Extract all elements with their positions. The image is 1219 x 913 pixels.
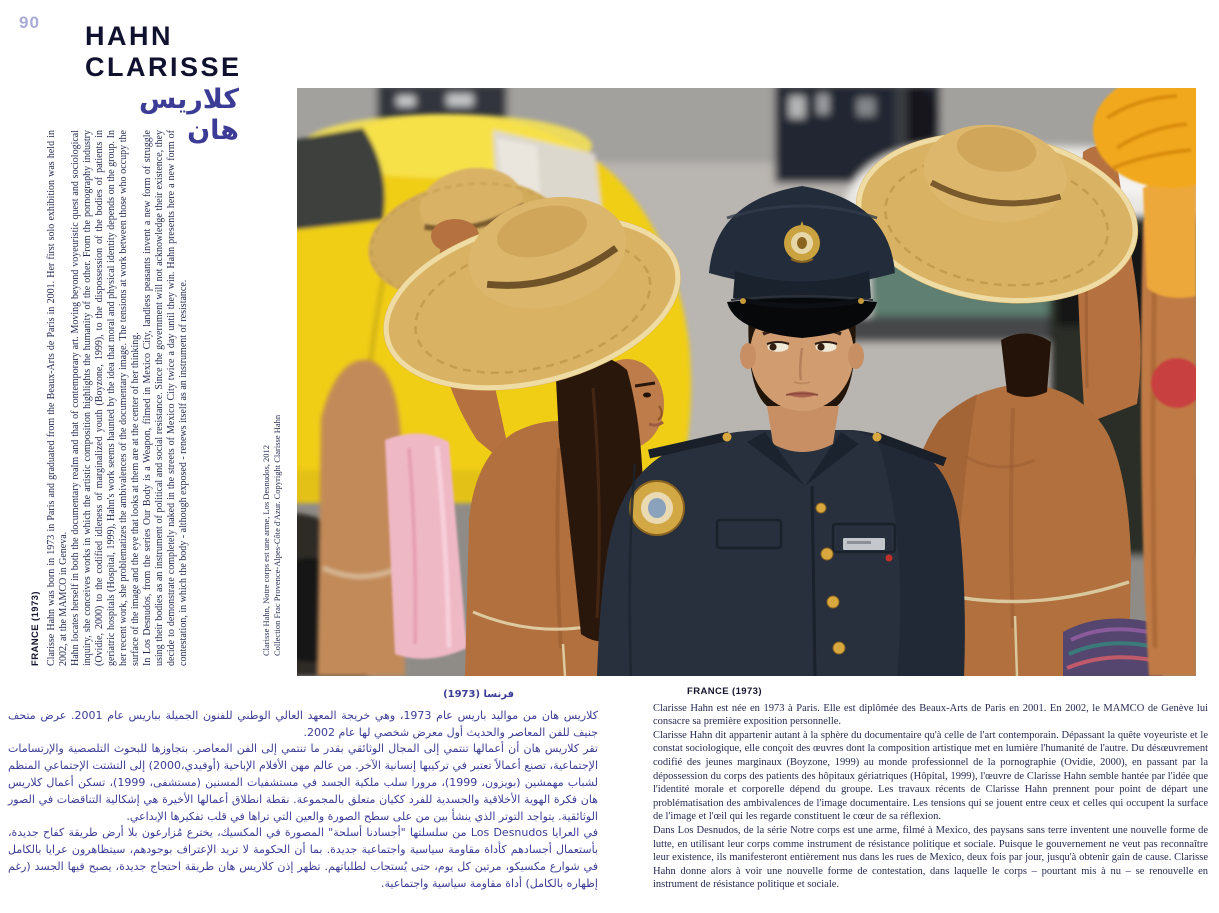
bio-en-paragraph: Clarisse Hahn was born in 1973 in Paris and graduated from the Beaux-Arts de Paris in 2001. Her first solo exhibition was held in 2002, at the MAMCO in Geneva. [46,130,69,666]
photo-caption-line2: Collection Frac Provence-Alpes-Côte d'Azur. Copyright Clarisse Hahn [271,414,282,656]
artwork-photo [297,88,1196,676]
page-number: 90 [19,13,40,32]
bio-fr-paragraph: Clarisse Hahn est née en 1973 à Paris. Elle est diplômée des Beaux-Arts de Paris en 2001. En 2002, le MAMCO de Genève lui consacre sa première exposition personnelle. [653,702,1208,728]
bio-fr-paragraph: Dans Los Desnudos, de la série Notre corps est une arme, filmé à Mexico, des paysans sans terre inventent une nouvelle forme de lutte, en utilisant leur corps comme instrument de résistance politique et sociale. Puisque le gouvernement ne veut pas reconnaître leur existence, ils manifesteront entièrement nus dans les rues de Mexico, deux fois par jour, jusqu'à obtenir gain de cause. Clarisse Hahn donne alors à voir une nouvelle forme de contestation, dans laquelle le corps – pourtant mis à nu – se renouvelle en instrument de résistance politique et sociale. [653,824,1208,891]
sleeve-patch [630,481,684,535]
side-biography-english [30,130,190,666]
artist-name-arabic: كلاريس هان [138,84,239,146]
photo-caption [261,372,282,656]
bio-en-paragraph: In Los Desnudos, from the series Our Body is a Weapon, filmed in Mexico City, landless peasants invent a new form of struggle using their bodies as an instrument of political and social resistance. Since the government will not acknowledge their existence, they decide to demonstrate completely naked in the streets of Mexico City twice a day until they win. Hahn presents here a new form of contestation, in which the body - although exposed - renews itself as an instrument of resistance. [142,130,189,666]
bio-ar-paragraph: تقر كلاريس هان أن أعمالها تنتمي إلى المجال الوثائقي بقدر ما تنتمي إلى الفن المعاصر. بتجاوزها للبحوث التلصصية والإرتسامات الإجتماعية، تصنع أعمالاً تعتبر في تركيبها إنسانية الآخر. من عالم مهن الأفلام الإباحية (أوفيدي،2000) إلى التشتت الإجتماعي المنظم لشباب مهمشين (بويزون، 1999)، مرورا سلب ملكية الجسد في مستشفيات المسنين (مستشفى، 1999)، تسكن أعمال كلاريس هان فكرة الهوية الأخلاقية والجسدية للفرد ككيان متعلق بالمجموعة. نقطة انطلاق أعمالها الأخيرة هي إشكالية التناقضات في الصور الوثائقية. يتواجد التوتر الذي ينشأ بين من على سطح الصورة والعين التي تراها في قلب تفكيرها الإبداعي. [8,742,599,823]
artist-name-title [85,21,242,83]
bio-en-paragraph: Hahn locates herself in both the documentary realm and that of contemporary art. Moving beyond voyeuristic quest and sociological inquiry, she conceives works in which the artistic composition highlights the humanity of the other. From the pornography industry (Ovidie, 2000) to the codified idleness of marginalized youth (Boyzone, 1999), to the dispossession of the bodies of patients in geriatric hospitals (Hospital, 1999), Hahn's work seems haunted by the idea that moral and physical identity depends on the group. In her recent work, she problematizes the ambivalences of the documentary image. The tensions at work between those who occupy the surface of the image and the eye that looks at them are at the center of her thinking. [70,130,141,666]
artist-name-line2: CLARISSE [85,52,242,82]
photo-caption-line1: Clarisse Hahn, Notre corps est une arme, Los Desnudos, 2012 [261,444,271,656]
biography-arabic-section [8,687,598,893]
artist-name-line1: HAHN [85,21,173,51]
bio-ar-paragraph: كلاريس هان من مواليد باريس عام 1973، وهي خريجة المعهد العالي الوطني للفنون الجميلة بباريس عام 2001. عرض متحف جنيف للفن المعاصر والحديث أول معرض شخصي لها عام 2002. [8,708,598,739]
country-label-arabic: فرنسا (1973) [443,689,514,700]
country-label-french: FRANCE (1973) [687,686,762,697]
protest-photo-illustration [297,88,1196,676]
country-label-english: FRANCE (1973) [30,591,41,666]
bio-ar-paragraph: في العرايا Los Desnudos من سلسلتها "أجسادنا أسلحة" المصورة في المكسيك، يخترع مُزارعون بلا أرض طريقة كفاح جديدة، بأستعمال أجسادهم كأداة مقاومة سياسية واجتماعية جديدة. بما أن الحكومة لا تريد الإعتراف بوجودهم، سيتظاهرون عرايا بالكامل في شوارع مكسيكو، مرتين كل يوم، حتى يُستجاب لطلباتهم. تظهر إذن كلاريس هان طريقة احتجاج جديدة، يصبح فيها الجسد (رغم إظهاره بالكامل) أداة مقاومة سياسية واجتماعية. [8,826,598,890]
biography-french-section [653,685,1208,892]
bio-fr-paragraph: Clarisse Hahn dit appartenir autant à la sphère du documentaire qu'à celle de l'art contemporain. Dépassant la quête voyeuriste et le constat sociologique, elle conçoit des œuvres dont la composition artistique met en lumière l'humanité de l'autre. Du désœuvrement codifié des jeunes marginaux (Boyzone, 1999) au monde professionnel de la pornographie (Ovidie, 2000), en passant par la dépossession du corps des patients des hôpitaux gériatriques (Hôpital, 1999), l'œuvre de Clarisse Hahn semble hantée par l'idée que l'identité morale et corporelle dépend du groupe. Les travaux récents de Clarisse Hahn prennent pour point de départ une problématisation des ambivalences de l'image documentaire. Les tensions qui se jouent entre ceux et celles qui occupent la surface de l'image et l'œil qui les regarde constituent le cœur de sa réflexion. [653,729,1208,823]
